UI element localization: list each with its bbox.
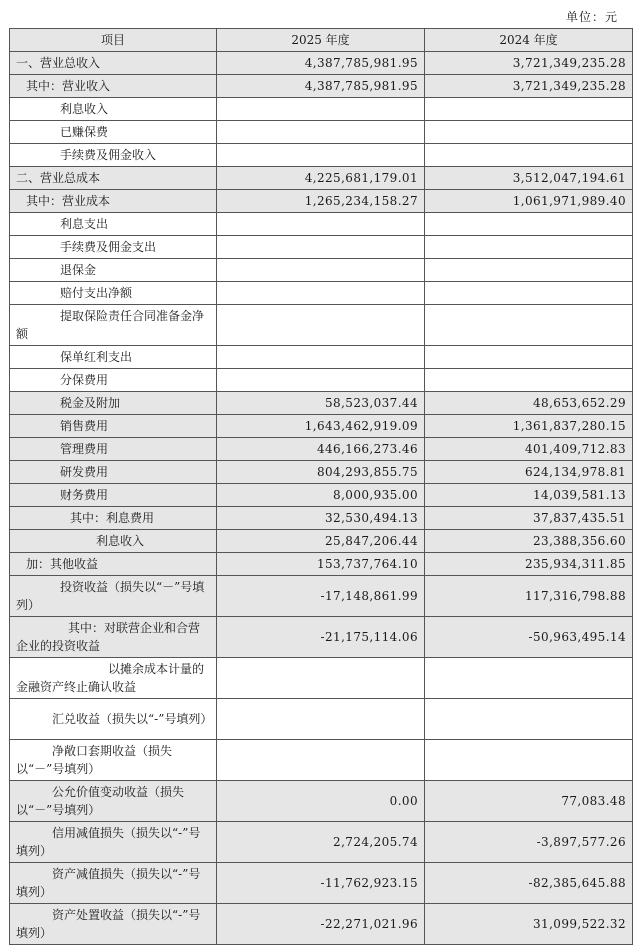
row-label: 利息支出 <box>10 213 217 236</box>
value-2025: 1,643,462,919.09 <box>217 415 425 438</box>
value-2024 <box>425 121 633 144</box>
unit-label: 单位：元 <box>565 10 618 24</box>
row-label: 利息收入 <box>10 98 217 121</box>
value-2025 <box>217 282 425 305</box>
table-row <box>10 438 633 461</box>
table-row <box>10 346 633 369</box>
value-2024: -82,385,645.88 <box>425 863 633 904</box>
table-row <box>10 282 633 305</box>
value-2025 <box>217 740 425 781</box>
value-2025: 4,225,681,179.01 <box>217 167 425 190</box>
table-row <box>10 259 633 282</box>
value-2024: 3,512,047,194.61 <box>425 167 633 190</box>
table-body <box>10 52 633 945</box>
value-2025 <box>217 213 425 236</box>
table-row <box>10 553 633 576</box>
row-label: 保单红利支出 <box>10 346 217 369</box>
row-label: 投资收益（损失以“－”号填列） <box>10 576 217 617</box>
row-label: 信用减值损失（损失以“-”号填列） <box>10 822 217 863</box>
value-2025 <box>217 346 425 369</box>
row-label: 二、营业总成本 <box>10 167 217 190</box>
table-row <box>10 530 633 553</box>
row-label: 汇兑收益（损失以“-”号填列） <box>10 699 217 740</box>
value-2025: 0.00 <box>217 781 425 822</box>
row-label: 一、营业总收入 <box>10 52 217 75</box>
table-row <box>10 658 633 699</box>
table-row <box>10 781 633 822</box>
value-2025 <box>217 144 425 167</box>
row-label: 税金及附加 <box>10 392 217 415</box>
value-2024 <box>425 213 633 236</box>
row-label: 公允价值变动收益（损失以“－”号填列） <box>10 781 217 822</box>
table-row <box>10 740 633 781</box>
value-2024: 624,134,978.81 <box>425 461 633 484</box>
value-2024: 1,361,837,280.15 <box>425 415 633 438</box>
value-2025: 4,387,785,981.95 <box>217 52 425 75</box>
value-2024: 23,388,356.60 <box>425 530 633 553</box>
value-2024: 1,061,971,989.40 <box>425 190 633 213</box>
value-2024: 31,099,522.32 <box>425 904 633 945</box>
value-2024: 3,721,349,235.28 <box>425 52 633 75</box>
row-label: 加：其他收益 <box>10 553 217 576</box>
table-row <box>10 75 633 98</box>
value-2025: -22,271,021.96 <box>217 904 425 945</box>
value-2025: -11,762,923.15 <box>217 863 425 904</box>
value-2024: -50,963,495.14 <box>425 617 633 658</box>
table-row <box>10 121 633 144</box>
value-2024 <box>425 259 633 282</box>
table-row <box>10 213 633 236</box>
table-row <box>10 617 633 658</box>
table-row <box>10 305 633 346</box>
value-2024 <box>425 236 633 259</box>
row-label: 利息收入 <box>10 530 217 553</box>
value-2024: 117,316,798.88 <box>425 576 633 617</box>
table-row <box>10 144 633 167</box>
table-row <box>10 699 633 740</box>
value-2024: 77,083.48 <box>425 781 633 822</box>
table-row <box>10 190 633 213</box>
value-2024 <box>425 699 633 740</box>
table-header <box>10 29 633 52</box>
row-label: 分保费用 <box>10 369 217 392</box>
value-2025: 446,166,273.46 <box>217 438 425 461</box>
value-2025 <box>217 236 425 259</box>
income-statement-table <box>9 28 633 945</box>
row-label: 其中：营业成本 <box>10 190 217 213</box>
row-label: 手续费及佣金收入 <box>10 144 217 167</box>
value-2024 <box>425 740 633 781</box>
table-row <box>10 507 633 530</box>
table-row <box>10 236 633 259</box>
value-2025 <box>217 699 425 740</box>
row-label: 管理费用 <box>10 438 217 461</box>
value-2024: -3,897,577.26 <box>425 822 633 863</box>
table-row <box>10 369 633 392</box>
table-row <box>10 461 633 484</box>
row-label: 以摊余成本计量的金融资产终止确认收益 <box>10 658 217 699</box>
row-label: 财务费用 <box>10 484 217 507</box>
value-2025 <box>217 259 425 282</box>
value-2024: 14,039,581.13 <box>425 484 633 507</box>
value-2025 <box>217 98 425 121</box>
table-row <box>10 167 633 190</box>
row-label: 资产处置收益（损失以“-”号填列） <box>10 904 217 945</box>
table-row <box>10 863 633 904</box>
value-2025: -21,175,114.06 <box>217 617 425 658</box>
value-2025 <box>217 658 425 699</box>
header-2024: 2024 年度 <box>425 29 633 52</box>
table-row <box>10 904 633 945</box>
value-2025: 1,265,234,158.27 <box>217 190 425 213</box>
value-2025 <box>217 305 425 346</box>
value-2024: 3,721,349,235.28 <box>425 75 633 98</box>
value-2024 <box>425 98 633 121</box>
value-2025: 2,724,205.74 <box>217 822 425 863</box>
value-2024: 401,409,712.83 <box>425 438 633 461</box>
row-label: 赔付支出净额 <box>10 282 217 305</box>
value-2024: 235,934,311.85 <box>425 553 633 576</box>
row-label: 退保金 <box>10 259 217 282</box>
row-label: 研发费用 <box>10 461 217 484</box>
value-2025: 4,387,785,981.95 <box>217 75 425 98</box>
value-2025: -17,148,861.99 <box>217 576 425 617</box>
table-row <box>10 392 633 415</box>
row-label: 已赚保费 <box>10 121 217 144</box>
value-2025: 25,847,206.44 <box>217 530 425 553</box>
table-row <box>10 98 633 121</box>
row-label: 销售费用 <box>10 415 217 438</box>
table-row <box>10 52 633 75</box>
row-label: 资产减值损失（损失以“-”号填列） <box>10 863 217 904</box>
row-label: 提取保险责任合同准备金净额 <box>10 305 217 346</box>
header-item: 项目 <box>10 29 217 52</box>
value-2024: 48,653,652.29 <box>425 392 633 415</box>
table-row <box>10 415 633 438</box>
row-label: 手续费及佣金支出 <box>10 236 217 259</box>
row-label: 其中：营业收入 <box>10 75 217 98</box>
value-2025: 32,530,494.13 <box>217 507 425 530</box>
value-2024 <box>425 305 633 346</box>
table-row <box>10 576 633 617</box>
value-2024 <box>425 282 633 305</box>
value-2025: 8,000,935.00 <box>217 484 425 507</box>
value-2025: 153,737,764.10 <box>217 553 425 576</box>
row-label: 净敞口套期收益（损失以“－”号填列） <box>10 740 217 781</box>
value-2025: 804,293,855.75 <box>217 461 425 484</box>
value-2024 <box>425 658 633 699</box>
value-2025 <box>217 369 425 392</box>
value-2025 <box>217 121 425 144</box>
value-2025: 58,523,037.44 <box>217 392 425 415</box>
row-label: 其中：对联营企业和合营企业的投资收益 <box>10 617 217 658</box>
table-row <box>10 484 633 507</box>
header-2025: 2025 年度 <box>217 29 425 52</box>
value-2024 <box>425 369 633 392</box>
value-2024 <box>425 144 633 167</box>
value-2024: 37,837,435.51 <box>425 507 633 530</box>
table-row <box>10 822 633 863</box>
value-2024 <box>425 346 633 369</box>
row-label: 其中：利息费用 <box>10 507 217 530</box>
